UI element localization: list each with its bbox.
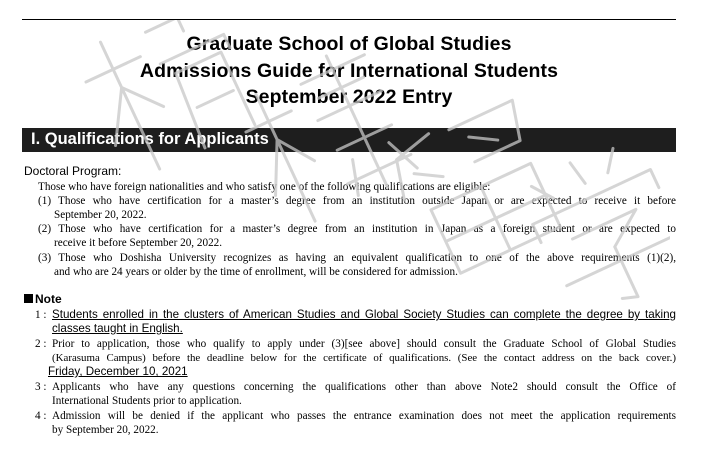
page-title-line-3: September 2022 Entry: [245, 86, 453, 108]
note-3-line-1: Applicants who have any questions concerning the qualifications other than above Note2 should consult the Office of: [52, 381, 676, 393]
note-1-number: 1 :: [35, 309, 47, 321]
note-4-line-2: by September 20, 2022.: [52, 424, 159, 436]
note-1-line-1: Students enrolled in the clusters of American Studies and Global Society Studies can complete the degree by taking: [52, 308, 676, 321]
section-title: I. Qualifications for Applicants: [31, 130, 269, 148]
note-2-line-1: Prior to application, those who qualify to apply under (3)[see above] should consult the Graduate School of Global Studies: [52, 338, 676, 350]
qualification-1-line-2: September 20, 2022.: [54, 209, 147, 221]
page-title-line-1: Graduate School of Global Studies: [186, 33, 512, 55]
note-3-line-2: International Students prior to application.: [52, 395, 242, 407]
note-2-deadline: Friday, December 10, 2021: [48, 365, 188, 378]
qualification-2-line-2: receive it before September 20, 2022.: [54, 237, 223, 249]
qualification-3-line-2: and who are 24 years or older by the time of enrollment, will be considered for admission.: [54, 266, 458, 278]
section-header-bar: [22, 128, 676, 152]
square-bullet-icon: [24, 294, 33, 303]
page-title-line-2: Admissions Guide for International Students: [139, 60, 559, 82]
top-rule: [22, 19, 676, 20]
doctoral-intro: Those who have foreign nationalities and who satisfy one of the following qualifications are eligible:: [38, 181, 491, 193]
note-2-line-2: (Karasuma Campus) before the deadline below for the certificate of qualifications. (See the contact address on the back cover.): [52, 352, 676, 364]
doctoral-program-heading: Doctoral Program:: [24, 164, 122, 178]
qualification-2-line-1: (2) Those who have certification for a master’s degree from an institution in Japan as a foreign student or are expected to: [38, 223, 676, 235]
note-2-number: 2 :: [35, 338, 47, 350]
note-4-line-1: Admission will be denied if the applicant who passes the entrance examination does not meet the application requirements: [52, 410, 676, 422]
note-3-number: 3 :: [35, 381, 47, 393]
note-1-line-2: classes taught in English.: [52, 322, 183, 335]
qualification-3-line-1: (3) Those who Doshisha University recognizes as having an equivalent qualification to one of the above requirements (1)(2),: [38, 252, 676, 264]
qualification-1-line-1: (1) Those who have certification for a master’s degree from an institution outside Japan or are expected to receive it before: [38, 195, 676, 207]
note-4-number: 4 :: [35, 410, 47, 422]
note-heading: Note: [24, 292, 62, 306]
